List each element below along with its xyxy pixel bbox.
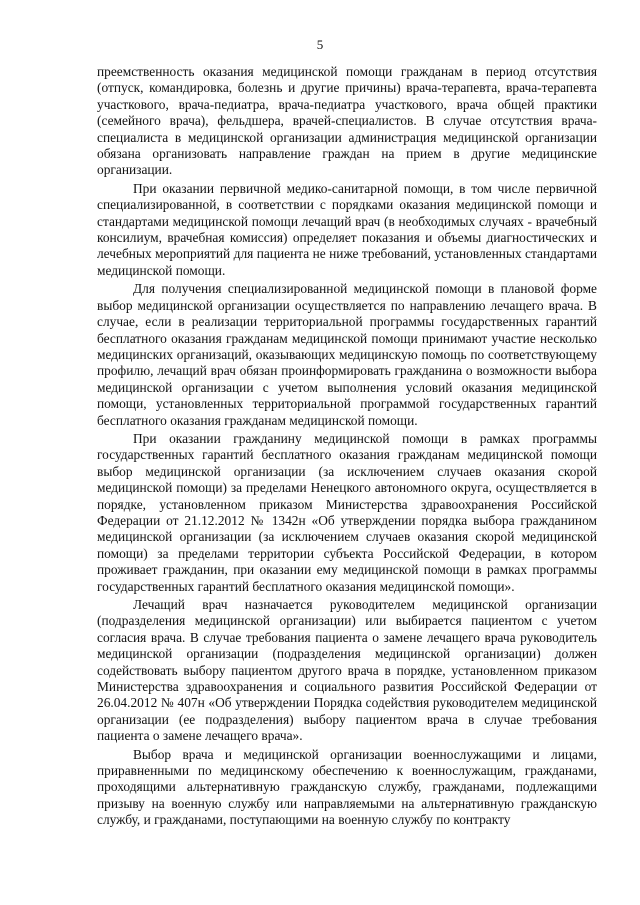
- paragraph-attending-physician: Лечащий врач назначается руководителем медицинской организации (подразделения медицинской организации) или выбирается пациентом с учетом согласия врача. В случае требования пациента о замене лечащего врача руководитель медицинской организации (подразделения медицинской организации) должен содействовать выбору пациентом другого врача в порядке, установленном приказом Министерства здравоохранения и социального развития Российской Федерации от 26.04.2012 № 407н «Об утверждении Порядка содействия руководителем медицинской организации (ее подразделения) выбору пациентом врача в случае требования пациента о замене лечащего врача».: [97, 597, 597, 744]
- page-number: 5: [316, 37, 324, 52]
- document-body: [97, 64, 597, 831]
- paragraph-primary-care-standards: При оказании первичной медико-санитарной помощи, в том числе первичной специализированной, в соответствии с порядками оказания медицинской помощи и стандартами медицинской помощи лечащий врач (в необходимых случаях - врачебный консилиум, врачебная комиссия) определяет показания и объемы диагностических и лечебных мероприятий для пациента не ниже требований, установленных стандартами медицинской помощи.: [97, 180, 597, 278]
- paragraph-military-personnel-choice: Выбор врача и медицинской организации военнослужащими и лицами, приравненными по медицинскому обеспечению к военнослужащим, гражданами, проходящими альтернативную гражданскую службу, гражданами, подлежащими призыву на военную службу или направляемыми на альтернативную гражданскую службу, и гражданами, поступающими на военную службу по контракту: [97, 746, 597, 828]
- paragraph-outside-region-choice: При оказании гражданину медицинской помощи в рамках программы государственных гарантий бесплатного оказания гражданам медицинской помощи выбор медицинской организации (за исключением случаев оказания скорой медицинской помощи) за пределами Ненецкого автономного округа, осуществляется в порядке, установленном приказом Министерства здравоохранения Российской Федерации от 21.12.2012 № 1342н «Об утверждении порядка выбора гражданином медицинской организации (за исключением случаев оказания скорой медицинской помощи) за пределами территории субъекта Российской Федерации, в котором проживает гражданин, при оказании ему медицинской помощи в рамках программы государственных гарантий бесплатного оказания медицинской помощи».: [97, 430, 597, 594]
- paragraph-specialized-care-choice: Для получения специализированной медицинской помощи в плановой форме выбор медицинской организации осуществляется по направлению лечащего врача. В случае, если в реализации территориальной программы государственных гарантий бесплатного оказания гражданам медицинской помощи принимают участие несколько медицинских организаций, оказывающих медицинскую помощь по соответствующему профилю, лечащий врач обязан проинформировать гражданина о возможности выбора медицинской организации с учетом выполнения условий оказания медицинской помощи, установленных территориальной программой государственных гарантий бесплатного оказания гражданам медицинской помощи.: [97, 281, 597, 428]
- paragraph-continuity-of-care: преемственность оказания медицинской помощи гражданам в период отсутствия (отпуск, командировка, болезнь и другие причины) врача-терапевта, врача-терапевта участкового, врача-педиатра, врача-педиатра участкового, врача общей практики (семейного врача), фельдшера, врачей-специалистов. В случае отсутствия врача-специалиста в медицинской организации администрация медицинской организации обязана организовать направление граждан на прием в другие медицинские организации.: [97, 64, 597, 178]
